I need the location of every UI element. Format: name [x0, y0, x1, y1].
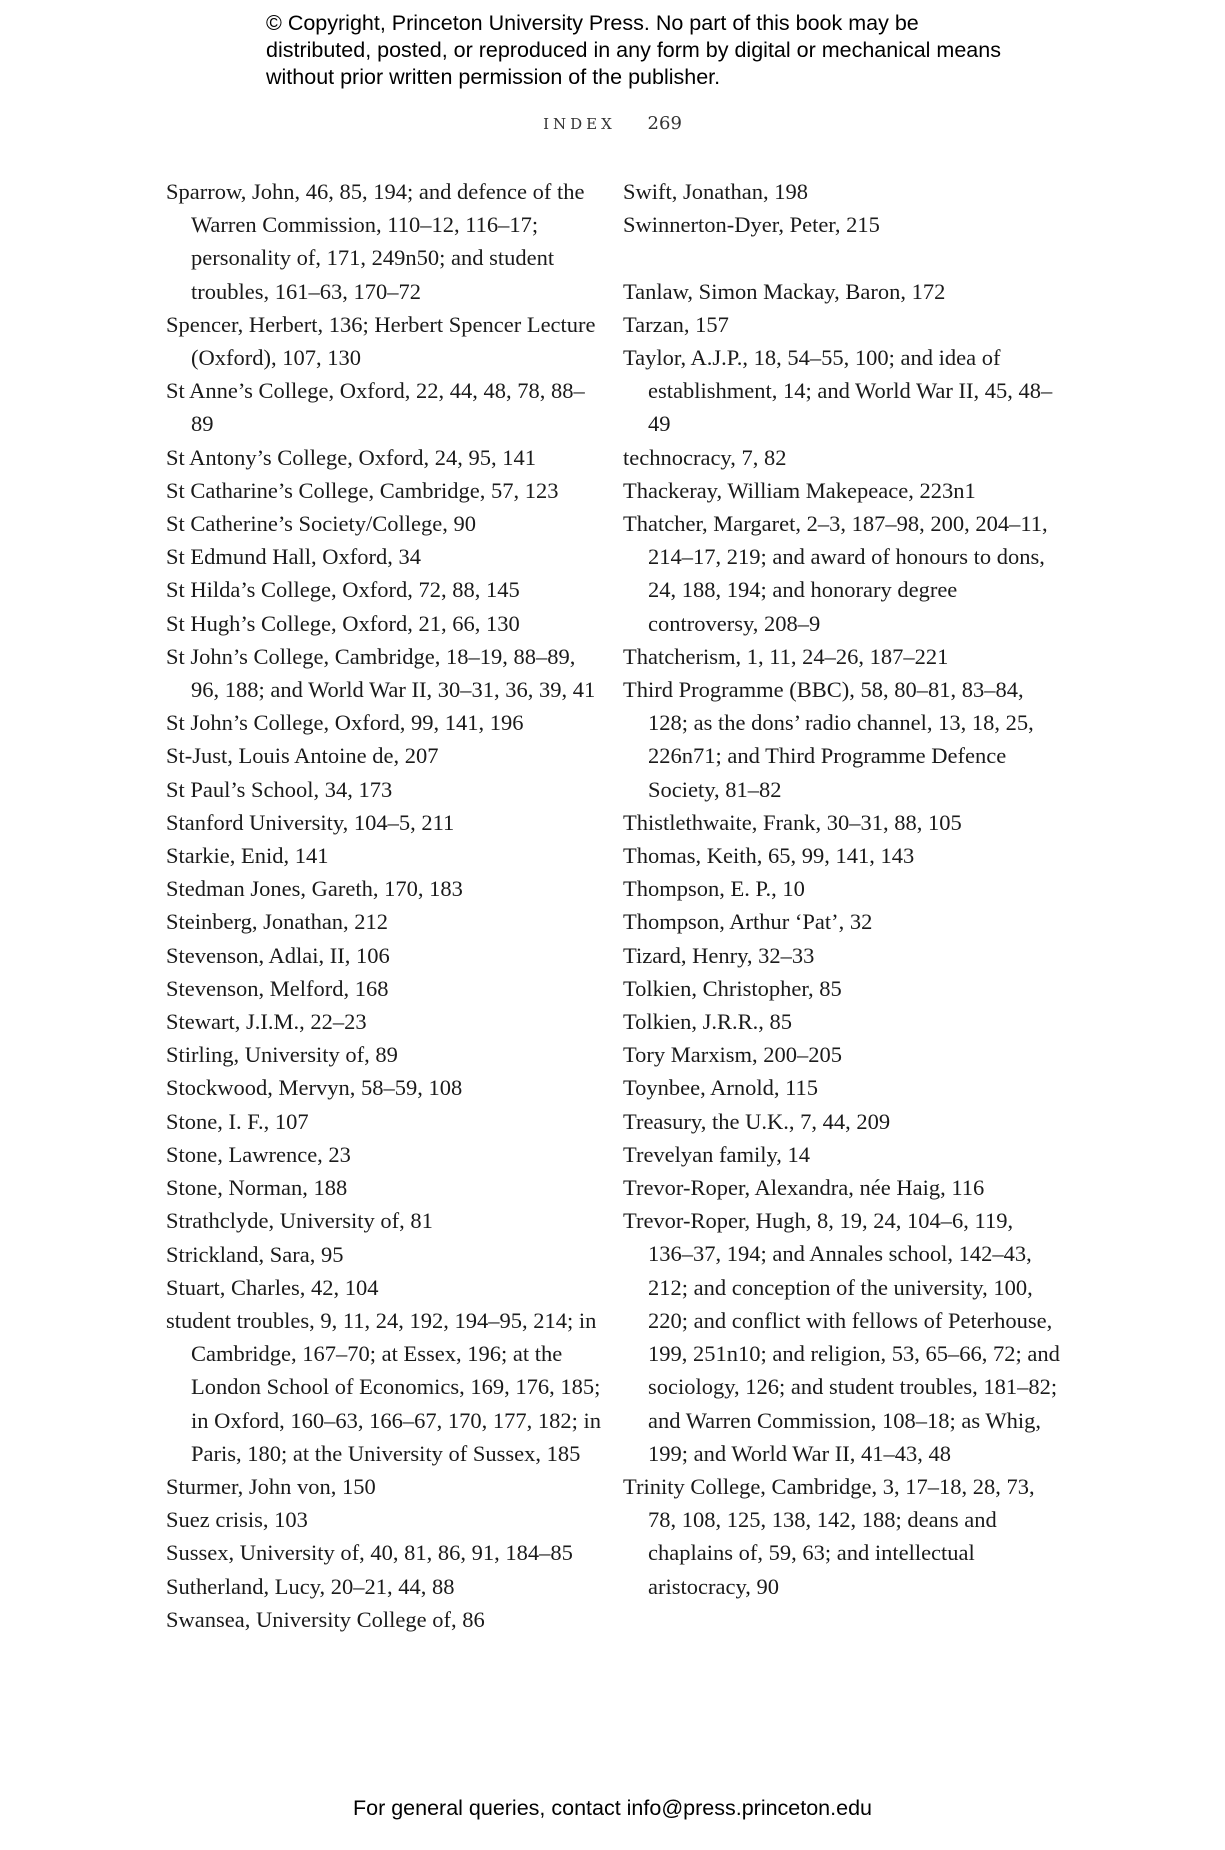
index-entry: St-Just, Louis Antoine de, 207	[166, 743, 439, 769]
index-entry: Toynbee, Arnold, 115	[623, 1075, 819, 1101]
index-entry: St John’s College, Oxford, 99, 141, 196	[166, 710, 524, 736]
index-entry: Sutherland, Lucy, 20–21, 44, 88	[166, 1573, 455, 1599]
index-entry: Steinberg, Jonathan, 212	[166, 909, 389, 935]
index-entry: Trevelyan family, 14	[623, 1141, 811, 1167]
index-entry: Stewart, J.I.M., 22–23	[166, 1009, 367, 1035]
index-entry: Trinity College, Cambridge, 3, 17–18, 28, 73, 78, 108, 125, 138, 142, 188; deans and chaplains of, 59, 63; and intellectual aristocracy, 90	[623, 1473, 1035, 1599]
index-entry: Tolkien, J.R.R., 85	[623, 1009, 793, 1035]
index-entry: technocracy, 7, 82	[623, 444, 787, 470]
footer-contact: For general queries, contact info@press.princeton.edu	[352, 1796, 872, 1820]
index-entry: St Catherine’s Society/College, 90	[166, 511, 476, 537]
index-entry: Stuart, Charles, 42, 104	[166, 1274, 379, 1300]
index-entry: Thompson, Arthur ‘Pat’, 32	[623, 909, 873, 935]
index-entry: Sturmer, John von, 150	[166, 1473, 376, 1499]
index-entry: St Edmund Hall, Oxford, 34	[166, 544, 421, 570]
index-entry: Stevenson, Adlai, II, 106	[166, 942, 390, 968]
index-entry: Trevor-Roper, Hugh, 8, 19, 24, 104–6, 119, 136–37, 194; and Annales school, 142–43, 212; and conception of the university, 100, 220; and conflict with fellows of Peterhouse, 199, 251n10; and religion, 53, 65–66, 72; and sociology, 126; and student troubles, 181–82; and Warren Commission, 108–18; as Whig, 199; and World War II, 41–43, 48	[623, 1208, 1060, 1466]
index-entry: Tizard, Henry, 32–33	[623, 942, 815, 968]
index-entry: St John’s College, Cambridge, 18–19, 88–89, 96, 188; and World War II, 30–31, 36, 39, 41	[166, 643, 596, 703]
index-entry: Spencer, Herbert, 136; Herbert Spencer Lecture (Oxford), 107, 130	[166, 311, 596, 371]
index-entry: St Hugh’s College, Oxford, 21, 66, 130	[166, 610, 520, 636]
index-entry: Swift, Jonathan, 198	[623, 179, 808, 204]
index-entry: Thatcher, Margaret, 2–3, 187–98, 200, 204–11, 214–17, 219; and award of honours to dons, 24, 188, 194; and honorary degree controversy, 208–9	[623, 511, 1048, 636]
index-entry: Third Programme (BBC), 58, 80–81, 83–84, 128; as the dons’ radio channel, 13, 18, 25, 226n71; and Third Programme Defence Society, 81–82	[623, 677, 1034, 802]
index-entry: Stone, Lawrence, 23	[166, 1141, 351, 1167]
index-entry: St Hilda’s College, Oxford, 72, 88, 145	[166, 577, 520, 603]
index-entry: Stevenson, Melford, 168	[166, 975, 389, 1001]
index-entry: Tanlaw, Simon Mackay, Baron, 172	[623, 278, 946, 304]
index-entry: Thistlethwaite, Frank, 30–31, 88, 105	[623, 809, 962, 835]
page-number: 269	[647, 113, 682, 134]
index-entry: Stanford University, 104–5, 211	[166, 809, 455, 835]
index-entry: Strathclyde, University of, 81	[166, 1208, 433, 1234]
copyright-notice: © Copyright, Princeton University Press. No part of this book may be distributed, posted, or reproduced in any form by digital or mechanical means without prior written permission of the publisher.	[266, 11, 1001, 89]
index-entry: Tolkien, Christopher, 85	[623, 975, 842, 1001]
index-entry: Stockwood, Mervyn, 58–59, 108	[166, 1075, 463, 1101]
index-entry: Sussex, University of, 40, 81, 86, 91, 184–85	[166, 1540, 573, 1566]
index-entry: student troubles, 9, 11, 24, 192, 194–95, 214; in Cambridge, 167–70; at Essex, 196; at the London School of Economics, 169, 176, 185; in Oxford, 160–63, 166–67, 170, 177, 182; in Paris, 180; at the University of Sussex, 185	[166, 1307, 601, 1466]
index-entry: Swinnerton-Dyer, Peter, 215	[623, 212, 880, 238]
index-entry: Tarzan, 157	[623, 311, 729, 337]
index-entry: Stone, I. F., 107	[166, 1108, 309, 1134]
index-entry: Suez crisis, 103	[166, 1507, 308, 1533]
index-entry: Tory Marxism, 200–205	[623, 1042, 843, 1068]
index-entry: Strickland, Sara, 95	[166, 1241, 344, 1267]
running-head	[0, 113, 1225, 134]
index-entry: St Paul’s School, 34, 173	[166, 776, 393, 802]
index-entry: Taylor, A.J.P., 18, 54–55, 100; and idea of establishment, 14; and World War II, 45, 48–49	[623, 345, 1053, 437]
index-entry: Thompson, E. P., 10	[623, 876, 805, 902]
index-entry: Thackeray, William Makepeace, 223n1	[623, 477, 976, 503]
index-entry: Stirling, University of, 89	[166, 1042, 398, 1068]
index-entry: Thatcherism, 1, 11, 24–26, 187–221	[623, 643, 949, 669]
index-column-left	[166, 175, 606, 1636]
index-entry: Starkie, Enid, 141	[166, 843, 329, 869]
index-entry: Treasury, the U.K., 7, 44, 209	[623, 1108, 891, 1134]
index-entry: Sparrow, John, 46, 85, 194; and defence of the Warren Commission, 110–12, 116–17; personality of, 171, 249n50; and student troubles, 161–63, 170–72	[166, 179, 585, 304]
index-entry: St Antony’s College, Oxford, 24, 95, 141	[166, 444, 536, 470]
index-group-s	[623, 175, 1063, 241]
running-head-label: INDEX	[543, 115, 616, 133]
index-entry: St Catharine’s College, Cambridge, 57, 123	[166, 477, 559, 503]
index-entry: Thomas, Keith, 65, 99, 141, 143	[623, 843, 915, 869]
index-entry: Swansea, University College of, 86	[166, 1606, 485, 1632]
index-column-right	[623, 175, 1063, 1603]
index-entry: Stone, Norman, 188	[166, 1175, 348, 1201]
index-entry: Trevor-Roper, Alexandra, née Haig, 116	[623, 1175, 985, 1201]
index-entry: St Anne’s College, Oxford, 22, 44, 48, 78, 88–89	[166, 378, 585, 437]
index-group-t	[623, 275, 1063, 1603]
index-entry: Stedman Jones, Gareth, 170, 183	[166, 876, 463, 902]
